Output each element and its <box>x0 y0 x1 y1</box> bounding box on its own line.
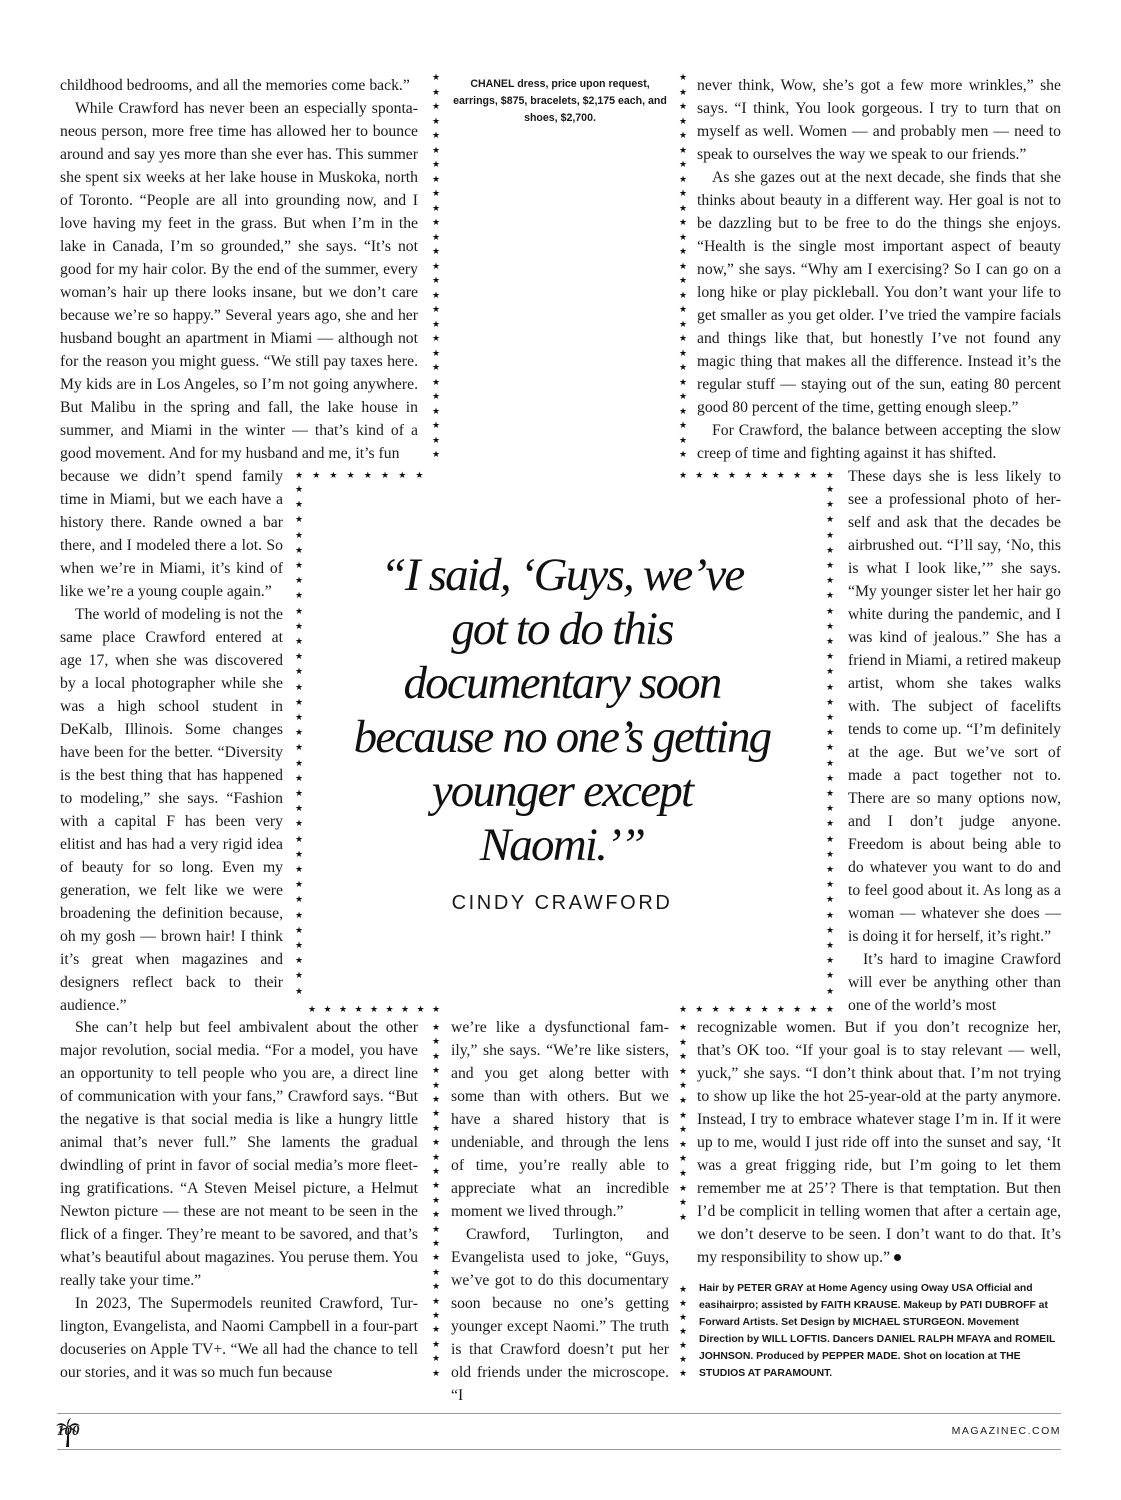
star-icon: ★ <box>432 305 441 315</box>
star-icon: ★ <box>295 713 304 723</box>
star-icon: ★ <box>432 348 441 359</box>
star-icon: ★ <box>363 471 372 481</box>
star-icon: ★ <box>432 247 441 257</box>
star-icon: ★ <box>679 1369 688 1379</box>
star-icon: ★ <box>826 621 835 632</box>
star-icon: ★ <box>826 576 835 587</box>
star-icon: ★ <box>432 1037 441 1048</box>
star-icon: ★ <box>826 865 835 875</box>
star-icon: ★ <box>809 1005 818 1015</box>
star-icon: ★ <box>370 1005 379 1015</box>
star-icon: ★ <box>432 1195 441 1206</box>
star-icon: ★ <box>432 276 441 286</box>
star-icon: ★ <box>679 305 688 315</box>
paragraph: While Crawford has never been an especially spontaneous person, more free time has allowed her to bounce around and say yes more than she ever has. This summer she spent six weeks at her lake house in Muskoka, north of Toronto. “People are all into grounding now, and I love having my feet in the grass. But when I’m in the lake in Canada, I’m so grounded,” she says. “It’s not good for my hair color. By the end of the summer, every woman’s hair up there looks insane, but we don’t care because we’re so happy.” Several years ago, she and her husband bought an apartment in Miami — although not for the reason you might guess. “We still pay taxes here. My kids are in Los Angeles, so I’m not going anywhere. But Malibu in the spring and fall, the lake house in summer, and Miami in the winter — that’s kind of a good movement. And for my husband and me, it’s fun <box>60 100 418 462</box>
paragraph <box>697 1016 1061 1269</box>
star-icon: ★ <box>679 435 688 446</box>
star-icon: ★ <box>679 421 688 431</box>
star-icon: ★ <box>826 561 835 571</box>
star-icon: ★ <box>727 471 736 481</box>
star-icon: ★ <box>826 910 835 921</box>
paragraph: The world of modeling is not the same place Crawford entered at age 17, when she was discovered by a local photographer while she was a high school student in DeKalb, Illinois. Some changes have been for the better. “Diversity is the best thing that has happened to modeling,” she says. “Fashion with a capital F has been very elitist and has had a very rigid idea of beauty for so long. Even my generation, we felt like we were broadening the definition because, oh my gosh — brown hair! I think it’s great when magazines and designers reflect back to their audience.” <box>60 606 283 1014</box>
star-icon: ★ <box>711 471 720 481</box>
star-icon: ★ <box>432 1109 441 1120</box>
star-icon: ★ <box>432 102 441 112</box>
star-icon: ★ <box>432 363 441 373</box>
paragraph: Crawford, Turlington, and Evangelista used to joke, “Guys, we’ve got to do this documentary soon because no one’s getting younger except Naomi.” The truth is that Crawford doesn’t put her old friends under the microscope. “I <box>451 1226 669 1404</box>
right-column-top <box>697 74 1061 465</box>
star-icon: ★ <box>295 545 304 556</box>
star-icon: ★ <box>679 1285 688 1295</box>
star-icon: ★ <box>679 1125 688 1136</box>
star-icon: ★ <box>432 435 441 446</box>
star-icon: ★ <box>295 728 304 739</box>
star-icon: ★ <box>432 1282 441 1293</box>
star-icon: ★ <box>295 485 304 495</box>
page-number: 100 <box>57 1423 80 1439</box>
star-icon: ★ <box>432 319 441 330</box>
star-icon: ★ <box>432 131 441 141</box>
star-icon: ★ <box>826 500 835 511</box>
star-icon: ★ <box>295 895 304 906</box>
left-column-bottom <box>60 1016 418 1384</box>
star-icon: ★ <box>826 667 835 678</box>
star-icon: ★ <box>826 515 835 526</box>
left-column-top <box>60 74 418 465</box>
star-icon: ★ <box>826 728 835 739</box>
paragraph: These days she is less likely to see a professional photo of herself and ask that the decades be airbrushed out. “I’ll say, ‘No, this is what I look like,’” she says. “My younger sister let her hair go white during the pandemic, and I was kind of jealous.” She has a friend in Miami, a retired makeup artist, whom she takes walks with. The subject of facelifts tends to come up. “I’m definitely at the age. But we’ve sort of made a pact together not to. There are so many options now, and I don’t judge anyone. Freedom is about being able to do whatever you want to do and to feel good about it. As long as a woman — whatever she does — is doing it for herself, it’s right.” <box>848 468 1061 945</box>
star-icon: ★ <box>679 1023 688 1033</box>
star-icon: ★ <box>679 1096 688 1106</box>
star-icon: ★ <box>679 232 688 243</box>
star-icon: ★ <box>295 471 304 481</box>
star-icon: ★ <box>432 261 441 272</box>
star-icon: ★ <box>432 1138 441 1149</box>
star-icon: ★ <box>826 849 835 860</box>
star-icon: ★ <box>679 102 688 112</box>
star-icon: ★ <box>679 1037 688 1048</box>
star-icon: ★ <box>295 667 304 678</box>
star-icon: ★ <box>679 73 688 83</box>
star-icon: ★ <box>329 471 338 481</box>
star-icon: ★ <box>432 203 441 214</box>
star-icon: ★ <box>308 1005 317 1015</box>
star-icon: ★ <box>295 652 304 663</box>
paragraph: As she gazes out at the next decade, she finds that she thinks about beauty in a different way. Her goal is not to be dazzling but to be free to do the things she enjoys. “Health is the single most important aspect of beauty now,” she says. “Why am I exercising? So I can go on a long hike or play pickleball. You don’t want your life to get smaller as you get older. I’ve tried the vampire facials and things like that, but honestly I’ve not found any magic thing that makes all the difference. Instead it’s the regular stuff — staying out of the sun, eating 80 percent good 80 percent of the time, getting enough sleep.” <box>697 169 1061 416</box>
star-icon: ★ <box>744 1005 753 1015</box>
star-icon: ★ <box>679 1052 688 1063</box>
star-icon: ★ <box>295 925 304 936</box>
star-icon: ★ <box>432 73 441 83</box>
star-icon: ★ <box>432 1152 441 1163</box>
star-icon: ★ <box>432 1253 441 1264</box>
star-icon: ★ <box>760 1005 769 1015</box>
star-icon: ★ <box>295 971 304 982</box>
star-icon: ★ <box>826 758 835 769</box>
star-icon: ★ <box>679 276 688 286</box>
star-icon: ★ <box>679 1341 688 1351</box>
star-icon: ★ <box>295 697 304 708</box>
star-icon: ★ <box>295 910 304 921</box>
star-icon: ★ <box>398 471 407 481</box>
star-icon: ★ <box>679 348 688 359</box>
paragraph: For Crawford, the balance between accepting the slow creep of time and fighting against it has shifted. <box>697 422 1061 462</box>
star-icon: ★ <box>432 1066 441 1077</box>
star-icon: ★ <box>679 363 688 373</box>
star-icon: ★ <box>826 743 835 754</box>
paragraph-text: recognizable women. But if you don’t recognize her, that’s OK too. “If your goal is to stay relevant — well, yuck,” she says. “I don’t think about that. I’m not trying to show up like the hot 25-year-old at the party anymore. Instead, I try to embrace whatever stage I’m in. If it were up to me, would I just ride off into the sunset and say, ‘It was a great frigging ride, but I’m going to let them remember me at 25’? There is that temptation. But then I’d be complicit in telling women that after a certain age, we don’t deserve to be seen. I don’t want to do that. It’s my responsibility to show up.” <box>697 1019 1061 1266</box>
photo-caption: CHANEL dress, price upon request, earrings, $875, bracelets, $2,175 each, and shoes, $2,700. <box>453 78 667 124</box>
star-icon: ★ <box>295 880 304 891</box>
star-icon: ★ <box>295 591 304 602</box>
star-icon: ★ <box>679 160 688 170</box>
paragraph: because we didn’t spend family time in Miami, but we each have a history there. Rande owned a bar there, and I modeled there a lot. So when we’re in Miami, it’s kind of like we’re a young couple again.” <box>60 468 283 600</box>
star-icon: ★ <box>432 1296 441 1307</box>
star-icon: ★ <box>295 606 304 617</box>
star-icon: ★ <box>432 1325 441 1336</box>
star-icon: ★ <box>432 1224 441 1235</box>
right-column-bottom <box>697 1016 1061 1269</box>
star-icon: ★ <box>793 1005 802 1015</box>
star-icon: ★ <box>809 471 818 481</box>
star-icon: ★ <box>826 530 835 541</box>
star-icon: ★ <box>679 1066 688 1077</box>
star-icon: ★ <box>826 834 835 845</box>
paragraph: She can’t help but feel ambivalent about the other major revolution, social media. “For a model, you have an opportunity to tell people who you are, a direct line of communication with your fans,” Crawford says. “But the negative is that social media is like a hungry little animal that’s never full.” She laments the gradual dwindling of print in favor of social media’s more fleeting gratifications. “A Steven Meisel picture, a Helmut Newton picture — these are not meant to be seen in the flick of a finger. They’re meant to be savored, and that’s what’s beautiful about magazines. You peruse them. You really take your time.” <box>60 1019 418 1289</box>
middle-column-bottom <box>451 1016 669 1407</box>
end-mark-icon <box>894 1254 901 1261</box>
star-icon: ★ <box>432 1181 441 1192</box>
star-icon: ★ <box>826 804 835 815</box>
star-icon: ★ <box>826 606 835 617</box>
pull-quote: “I said, ‘Guys, we’ve got to do this documentary soon because no one’s getting younger except Naomi.’” <box>353 549 771 871</box>
star-icon: ★ <box>432 406 441 417</box>
star-icon: ★ <box>432 1267 441 1278</box>
star-icon: ★ <box>826 637 835 647</box>
star-icon: ★ <box>432 145 441 156</box>
star-icon: ★ <box>679 392 688 402</box>
star-icon: ★ <box>401 1005 410 1015</box>
star-icon: ★ <box>826 925 835 936</box>
star-icon: ★ <box>826 819 835 830</box>
star-icon: ★ <box>295 500 304 511</box>
star-icon: ★ <box>432 1095 441 1105</box>
paragraph: we’re like a dysfunctional family,” she says. “We’re like sisters, and you get along better with some than with others. But we have a shared history that is undeniable, and through the lens of time, you’re really able to appreciate what an incredible moment we lived through.” <box>451 1019 669 1220</box>
star-icon: ★ <box>679 1169 688 1179</box>
star-icon: ★ <box>295 941 304 951</box>
star-icon: ★ <box>432 450 441 460</box>
star-icon: ★ <box>295 576 304 587</box>
star-icon: ★ <box>432 1051 441 1062</box>
star-icon: ★ <box>679 450 688 460</box>
star-icon: ★ <box>679 203 688 214</box>
star-icon: ★ <box>679 1005 688 1015</box>
star-icon: ★ <box>679 290 688 301</box>
star-icon: ★ <box>825 471 834 481</box>
star-icon: ★ <box>825 1005 834 1015</box>
star-icon: ★ <box>295 819 304 830</box>
star-icon: ★ <box>432 1210 441 1221</box>
star-icon: ★ <box>826 773 835 784</box>
star-icon: ★ <box>432 1339 441 1350</box>
star-icon: ★ <box>679 1183 688 1194</box>
star-icon: ★ <box>679 1299 688 1309</box>
star-icon: ★ <box>312 471 321 481</box>
star-icon: ★ <box>679 1313 688 1323</box>
star-icon: ★ <box>323 1005 332 1015</box>
star-icon: ★ <box>432 1123 441 1134</box>
star-icon: ★ <box>679 1198 688 1209</box>
star-icon: ★ <box>432 1354 441 1365</box>
star-icon: ★ <box>432 189 441 199</box>
star-icon: ★ <box>826 591 835 602</box>
star-icon: ★ <box>432 392 441 402</box>
star-icon: ★ <box>432 116 441 127</box>
star-icon: ★ <box>826 971 835 982</box>
star-icon: ★ <box>416 1005 425 1015</box>
star-icon: ★ <box>679 247 688 257</box>
star-icon: ★ <box>679 87 688 98</box>
star-icon: ★ <box>679 261 688 272</box>
star-icon: ★ <box>679 131 688 141</box>
star-icon: ★ <box>826 485 835 495</box>
star-icon: ★ <box>793 471 802 481</box>
star-icon: ★ <box>432 1239 441 1249</box>
star-icon: ★ <box>432 218 441 228</box>
star-icon: ★ <box>295 773 304 784</box>
footer-rule-top <box>57 1413 1061 1414</box>
star-icon: ★ <box>354 1005 363 1015</box>
star-icon: ★ <box>432 174 441 185</box>
pull-quote-attribution: CINDY CRAWFORD <box>451 892 673 914</box>
star-icon: ★ <box>432 1080 441 1091</box>
star-icon: ★ <box>679 189 688 199</box>
star-icon: ★ <box>695 471 704 481</box>
star-icon: ★ <box>826 941 835 951</box>
star-icon: ★ <box>826 880 835 891</box>
star-icon: ★ <box>432 290 441 301</box>
star-icon: ★ <box>826 545 835 556</box>
star-icon: ★ <box>826 789 835 799</box>
star-icon: ★ <box>679 377 688 388</box>
star-icon: ★ <box>679 218 688 228</box>
star-icon: ★ <box>295 530 304 541</box>
star-icon: ★ <box>295 986 304 997</box>
paragraph: never think, Wow, she’s got a few more wrinkles,” she says. “I think, You look gorgeous. I try to turn that on myself as well. Women — and probably men — need to speak to ourselves the way we speak to our friends.” <box>697 77 1061 163</box>
star-icon: ★ <box>295 682 304 693</box>
star-icon: ★ <box>432 377 441 388</box>
star-icon: ★ <box>826 956 835 967</box>
star-icon: ★ <box>679 1139 688 1150</box>
star-icon: ★ <box>432 1023 441 1033</box>
star-icon: ★ <box>295 621 304 632</box>
paragraph: In 2023, The Supermodels reunited Crawford, Turlington, Evangelista, and Naomi Campbell in a four-part docuseries on Apple TV+. “We all had the chance to tell our stories, and it was so much fun because <box>60 1295 418 1381</box>
star-icon: ★ <box>679 116 688 127</box>
star-icon: ★ <box>415 471 424 481</box>
star-icon: ★ <box>295 956 304 967</box>
footer-rule-bottom <box>57 1449 1061 1450</box>
star-icon: ★ <box>826 682 835 693</box>
star-icon: ★ <box>432 1167 441 1177</box>
star-icon: ★ <box>432 232 441 243</box>
star-icon: ★ <box>679 334 688 344</box>
star-icon: ★ <box>679 1081 688 1092</box>
star-icon: ★ <box>339 1005 348 1015</box>
star-icon: ★ <box>826 895 835 906</box>
paragraph: It’s hard to imagine Crawford will ever be anything other than one of the world’s most <box>848 951 1061 1014</box>
star-icon: ★ <box>295 637 304 647</box>
star-icon: ★ <box>695 1005 704 1015</box>
star-icon: ★ <box>826 652 835 663</box>
star-icon: ★ <box>826 713 835 723</box>
right-column-middle <box>848 465 1061 1017</box>
star-icon: ★ <box>679 1212 688 1223</box>
star-icon: ★ <box>295 515 304 526</box>
star-icon: ★ <box>295 865 304 875</box>
star-icon: ★ <box>711 1005 720 1015</box>
star-icon: ★ <box>826 697 835 708</box>
star-icon: ★ <box>432 1368 441 1379</box>
star-icon: ★ <box>679 1327 688 1337</box>
star-icon: ★ <box>760 471 769 481</box>
star-icon: ★ <box>432 1311 441 1321</box>
star-icon: ★ <box>295 789 304 799</box>
star-icon: ★ <box>295 834 304 845</box>
star-icon: ★ <box>679 406 688 417</box>
star-icon: ★ <box>679 1110 688 1121</box>
star-icon: ★ <box>727 1005 736 1015</box>
star-icon: ★ <box>295 804 304 815</box>
star-icon: ★ <box>679 1355 688 1365</box>
star-icon: ★ <box>295 561 304 571</box>
star-icon: ★ <box>381 471 390 481</box>
star-icon: ★ <box>776 1005 785 1015</box>
credits: Hair by PETER GRAY at Home Agency using Oway USA Official and easihairpro; assisted by FAITH KRAUSE. Makeup by PATI DUBROFF at Forward Artists. Set Design by MICHAEL STURGEON. Movement Direction by WILL LOFTIS. Dancers DANIEL RALPH MFAYA and ROMEIL JOHNSON. Produced by PEPPER MADE. Shot on location at THE STUDIOS AT PARAMOUNT. <box>699 1283 1056 1379</box>
star-icon: ★ <box>295 849 304 860</box>
star-icon: ★ <box>385 1005 394 1015</box>
star-icon: ★ <box>432 87 441 98</box>
star-icon: ★ <box>679 145 688 156</box>
star-icon: ★ <box>295 743 304 754</box>
star-icon: ★ <box>432 160 441 170</box>
star-icon: ★ <box>679 471 688 481</box>
star-icon: ★ <box>776 471 785 481</box>
left-column-middle <box>60 465 283 1017</box>
star-icon: ★ <box>432 334 441 344</box>
star-icon: ★ <box>346 471 355 481</box>
star-icon: ★ <box>432 1005 441 1015</box>
star-icon: ★ <box>679 174 688 185</box>
star-icon: ★ <box>295 758 304 769</box>
site-url: MAGAZINEC.COM <box>951 1425 1061 1437</box>
star-icon: ★ <box>432 421 441 431</box>
star-icon: ★ <box>826 986 835 997</box>
star-icon: ★ <box>679 1154 688 1165</box>
paragraph: childhood bedrooms, and all the memories come back.” <box>60 77 410 94</box>
star-icon: ★ <box>679 319 688 330</box>
star-icon: ★ <box>744 471 753 481</box>
